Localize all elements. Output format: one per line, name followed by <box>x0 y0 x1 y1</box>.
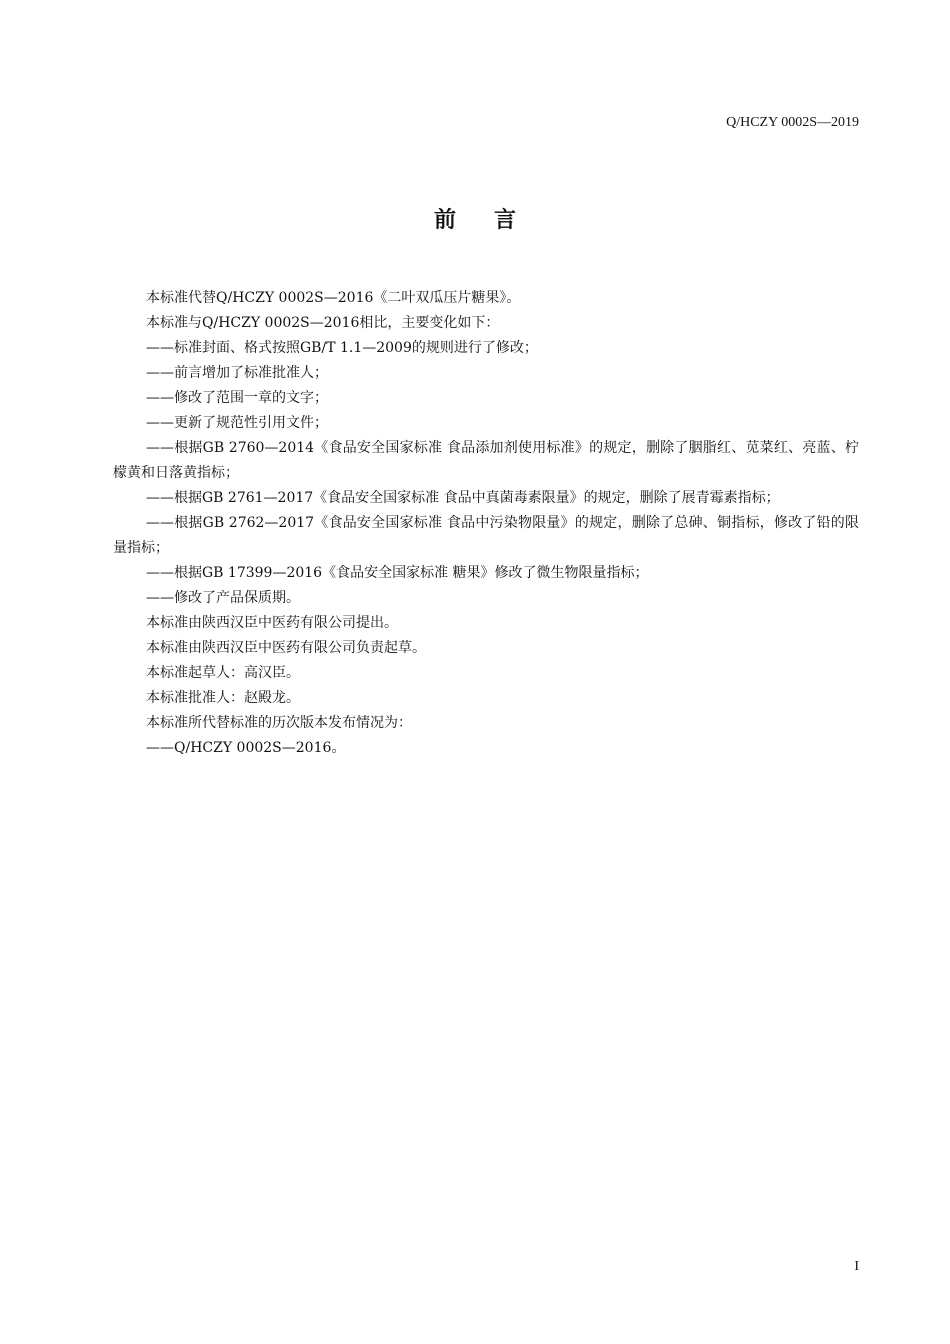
change-item: ——根据GB 2760—2014《食品安全国家标准 食品添加剂使用标准》的规定，删除了胭脂红、苋菜红、亮蓝、柠檬黄和日落黄指标； <box>113 440 859 481</box>
paragraph: 本标准起草人：高汉臣。 <box>146 665 300 681</box>
change-item: ——根据GB 17399—2016《食品安全国家标准 糖果》修改了微生物限量指标； <box>146 565 649 581</box>
change-item: ——标准封面、格式按照GB/T 1.1—2009的规则进行了修改； <box>146 340 538 356</box>
change-item: ——根据GB 2761—2017《食品安全国家标准 食品中真菌毒素限量》的规定，删除了展青霉素指标； <box>146 490 780 506</box>
change-item: ——根据GB 2762—2017《食品安全国家标准 食品中污染物限量》的规定，删除了总砷、铜指标，修改了铅的限量指标； <box>113 515 859 556</box>
paragraph: 本标准所代替标准的历次版本发布情况为： <box>146 715 412 731</box>
change-item: ——修改了产品保质期。 <box>146 590 300 606</box>
paragraph: 本标准批准人：赵殿龙。 <box>146 690 300 706</box>
change-item: ——更新了规范性引用文件； <box>146 415 328 431</box>
standard-code: Q/HCZY 0002S—2019 <box>726 115 859 130</box>
change-item: ——修改了范围一章的文字； <box>146 390 328 406</box>
paragraph: 本标准由陕西汉臣中医药有限公司提出。 <box>146 615 398 631</box>
page-title: 前言 <box>433 208 554 233</box>
paragraph: 本标准由陕西汉臣中医药有限公司负责起草。 <box>146 640 426 656</box>
change-item: ——前言增加了标准批准人； <box>146 365 328 381</box>
paragraph: 本标准与Q/HCZY 0002S—2016相比，主要变化如下： <box>146 315 500 331</box>
paragraph: 本标准代替Q/HCZY 0002S—2016《二叶双瓜压片糖果》。 <box>146 290 521 306</box>
change-item: ——Q/HCZY 0002S—2016。 <box>146 740 346 756</box>
page-number: I <box>854 1259 859 1274</box>
foreword-body <box>113 286 859 761</box>
